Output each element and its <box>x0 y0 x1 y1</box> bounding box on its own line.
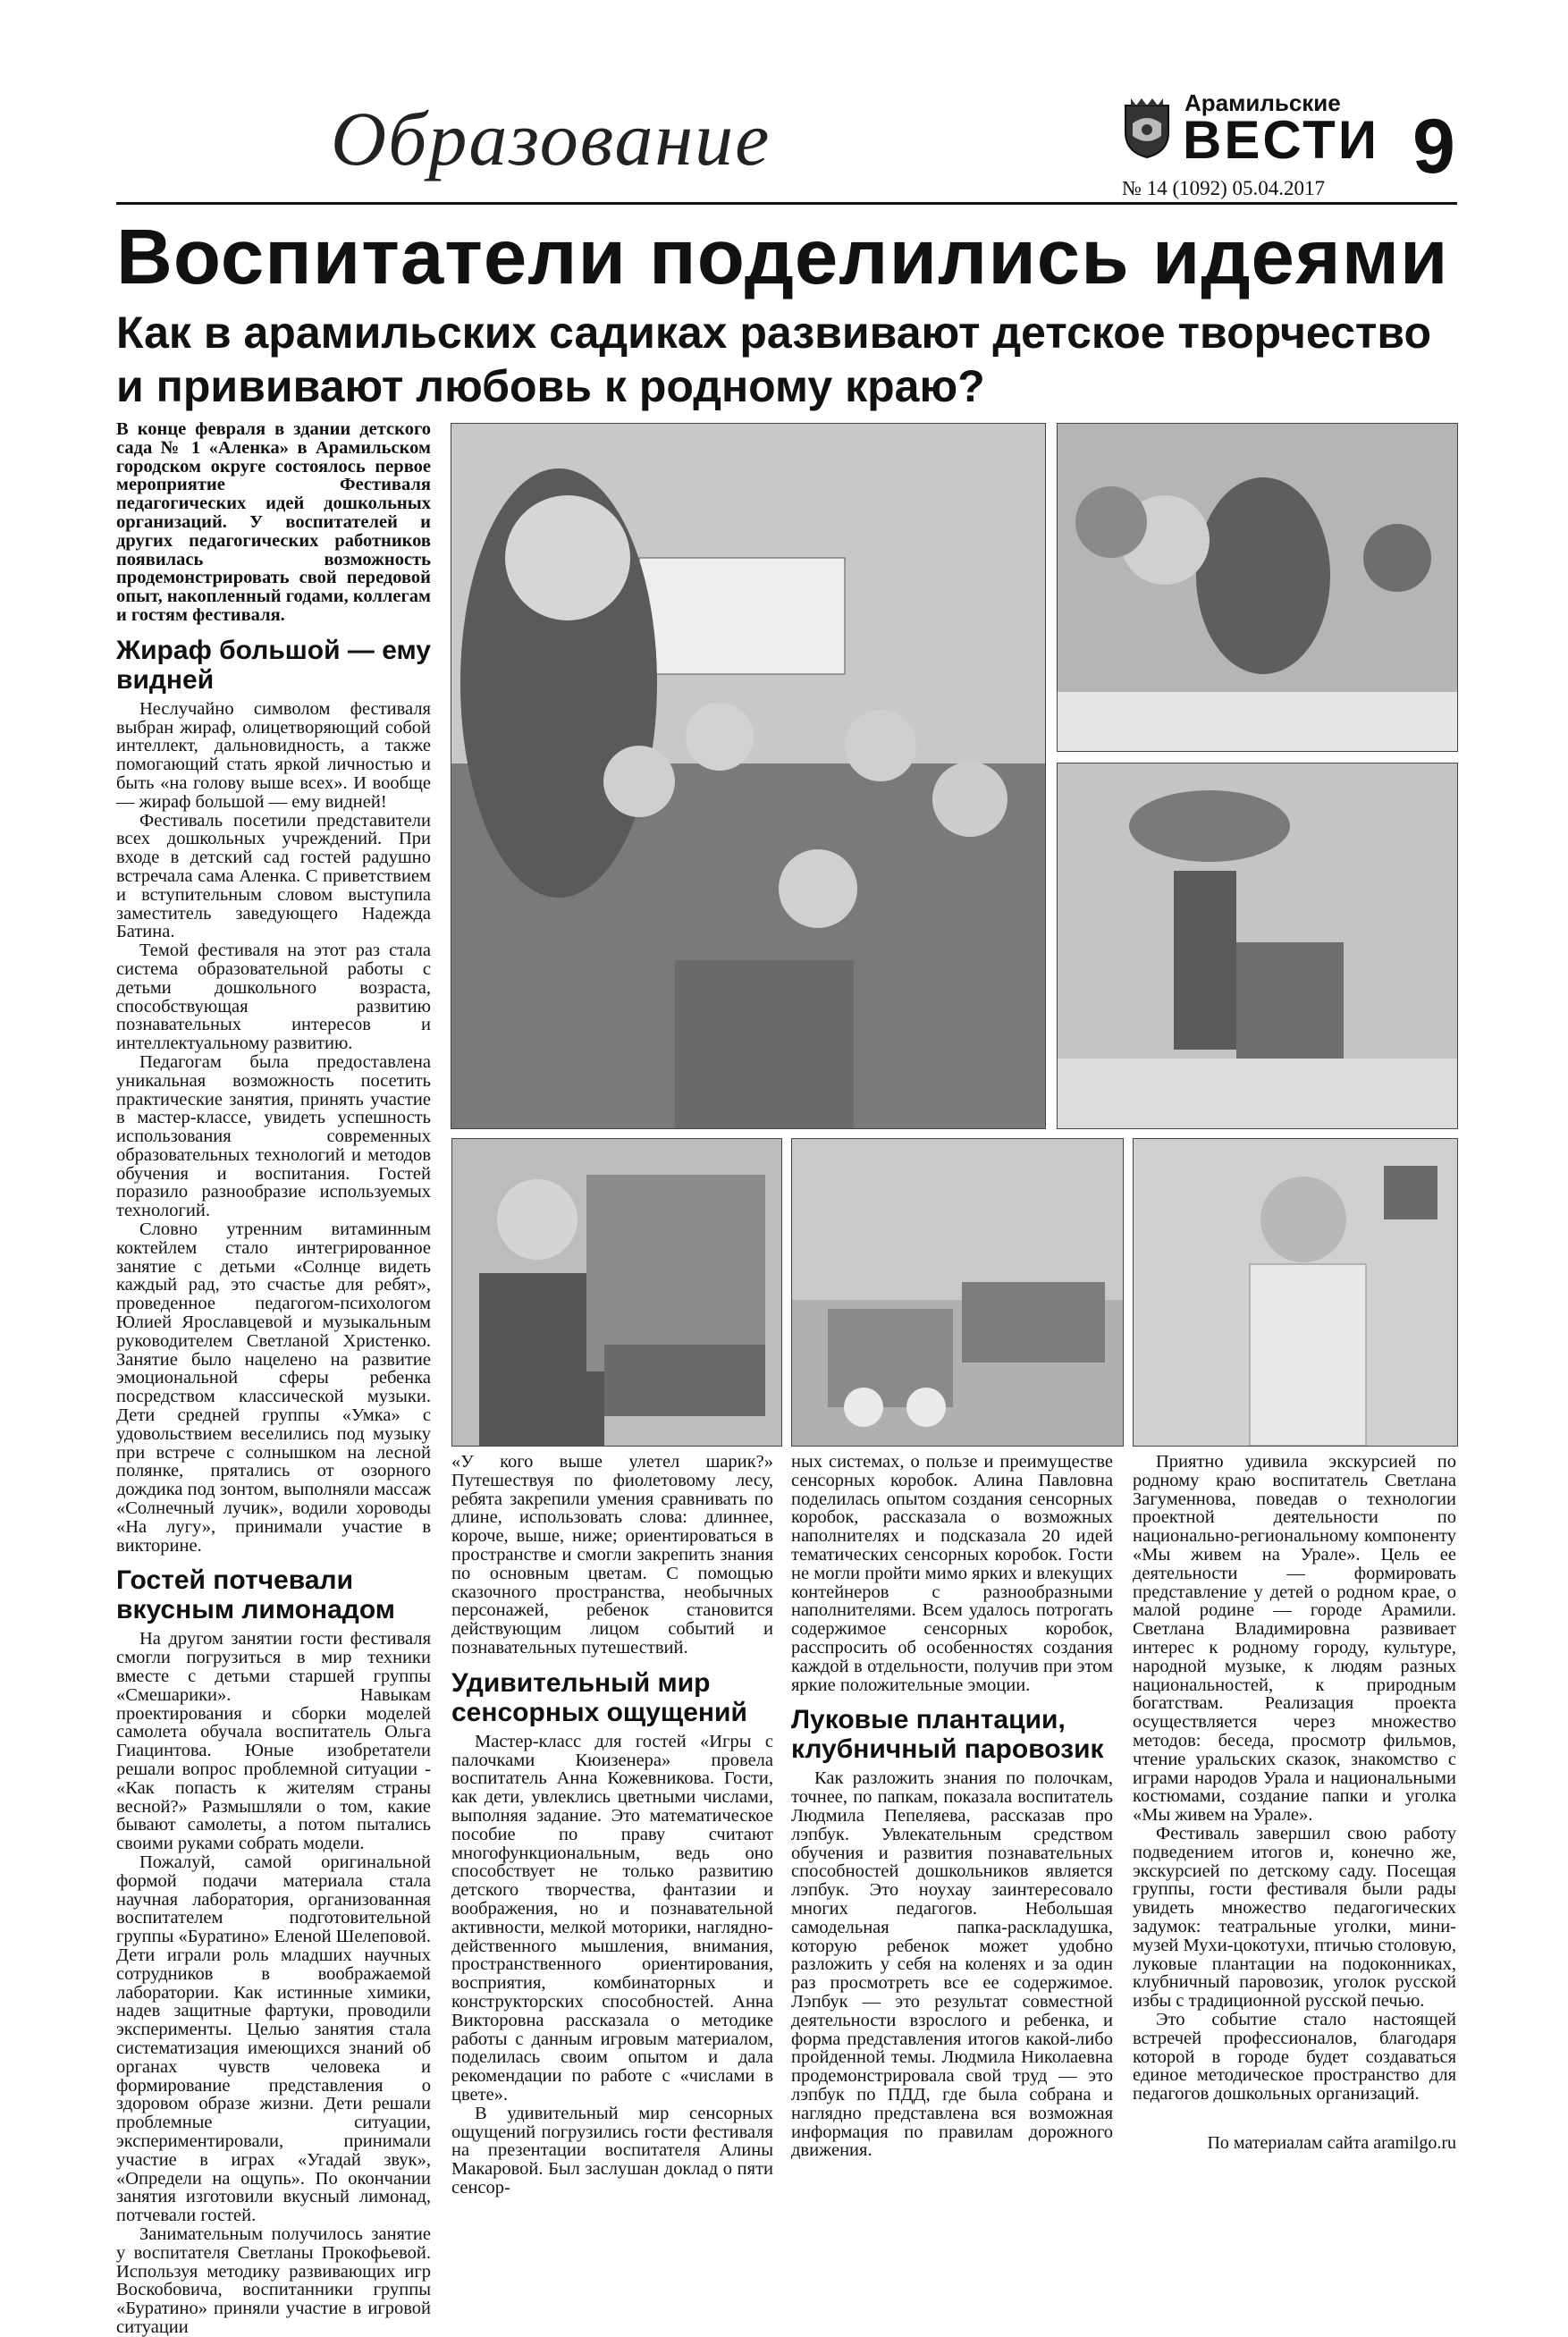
coat-of-arms-icon <box>1122 97 1172 159</box>
photo-umbrella-activity <box>1057 763 1458 1129</box>
paragraph: В удивительный мир сенсорных ощущений погрузились гости фестиваля на презентации воспитателя Алины Макаровой. Был заслушан доклад о пяти сенсор- <box>451 2103 773 2198</box>
logo-word: ВЕСТИ <box>1183 110 1379 170</box>
section-title: Образование <box>331 96 771 181</box>
source-credit: По материалам сайта aramilgo.ru <box>1207 2133 1456 2153</box>
photo-toy-train <box>791 1138 1124 1447</box>
subheading: Удивительный мир сенсорных ощущений <box>451 1667 747 1727</box>
photo-samovar-exhibit <box>1057 423 1458 752</box>
paragraph: Фестиваль завершил свою работу подведением итогов и, конечно же, экскурсией по детскому саду. Посещая группы, гости фестиваля были рады увидеть множество педагогических задумок: театральные уголки, мини-музей Мухи-цокотухи, птичью столовую, луковые плантации на подоконниках, клубничный паровозик, уголок русской избы с традиционной русской печью. <box>1133 1823 1456 2012</box>
headline: Воспитатели поделились идеями <box>116 214 1449 300</box>
paragraph: Педагогам была предоставлена уникальная возможность посетить практические занятия, принять участие в мастер-классе, увидеть успешность использования современных образовательных технологий и методов обучения и воспитания. Гостей поразило разнообразие используемых технологий. <box>116 1051 431 1221</box>
page-number: 9 <box>1412 104 1455 190</box>
paragraph: Приятно удивила экскурсией по родному краю воспитатель Светлана Загуменнова, поведав о технологии проектной деятельности по национально-региональному компоненту «Мы живем на Урале». Цель ее деятельности — формировать представление у детей о родном крае, о малой родине — городе Арамили. Светлана Владимировна развивает интерес к родному городу, культуре, народной музыке, к людям разных национальностей, к природным богатствам. Реализация проекта осуществляется через множество методов: беседа, просмотр фильмов, чтение уральских сказок, знакомство с играми народов Урала и национальными костюмами, создание папки и уголка «Мы живем на Урале». <box>1133 1452 1456 1826</box>
paragraph: «У кого выше улетел шарик?» Путешествуя по фиолетовому лесу, ребята закрепили умения сравнивать по длине, использовать слова: длиннее, короче, выше, ниже; ориентироваться в пространстве и смогли закрепить знания по основным цветам. С помощью сказочного пространства, необычных персонажей, ребенок становится действующим лицом событий и познавательных путешествий. <box>451 1452 773 1658</box>
issue-number: № 14 (1092) 05.04.2017 <box>1122 177 1326 199</box>
subheading: Жираф большой — ему видней <box>116 635 431 695</box>
text-column-3 <box>791 1453 1113 2160</box>
paragraph: Неслучайно символом фестиваля выбран жираф, олицетворяющий собой интеллект, дальновидность, а также помогающий стать яркой личностью и быть «на голову выше всех». И вообще — жираф большой — ему видней! <box>116 698 431 812</box>
paragraph: Темой фестиваля на этот раз стала система образовательной работы с детьми дошкольного возраста, способствующая развитию познавательных интересов и интеллектуальному развитию. <box>116 941 431 1054</box>
text-column-2 <box>451 1453 773 2198</box>
logo-city: Арамильские <box>1184 89 1341 116</box>
photo-teacher-with-board <box>451 1138 782 1447</box>
paragraph: ных системах, о пользе и преимуществе сенсорных коробок. Алина Павловна поделилась опытом создания сенсорных коробок, рассказала о возможных наполнителях и подсказала 20 идей тематических сенсорных коробок. Гости не могли пройти мимо ярких и влекущих контейнеров с разнообразными наполнителями. Всем удалось потрогать содержимое сенсорных коробок, расспросить об особенностях создания каждой в отдельности, получив при этом яркие положительные эмоции. <box>791 1452 1113 1695</box>
photo-teacher-with-children <box>451 423 1046 1129</box>
paragraph: На другом занятии гости фестиваля смогли погрузиться в мир техники вместе с детьми старшей группы «Смешарики». Навыкам проектирования и сборки моделей самолета обучала воспитатель Ольга Гиацинтова. Юные изобретатели решали вопрос проблемной ситуации - «Как попасть к жителям страны весной?» Размышляли о том, какие бывают самолеты, а потом пытались своими руками собрать модели. <box>116 1629 431 1854</box>
paragraph: Пожалуй, самой оригинальной формой подачи материала стала научная лаборатория, организованная воспитателем подготовительной группы «Буратино» Еленой Шелеповой. Дети играли роль младших научных сотрудников в воображаемой лаборатории. Как истинные химики, надев защитные фартуки, проводили эксперименты. Целью занятия стала систематизация имеющихся знаний об органах чувств человека и формирование представления о здоровом образе жизни. Дети решали проблемные ситуации, экспериментировали, принимали участие в играх «Угадай звук», «Определи на ощупь». По окончании занятия изготовили вкусный лимонад, потчевали гостей. <box>116 1852 431 2226</box>
paragraph: Словно утренним витаминным коктейлем стало интегрированное занятие с детьми «Солнце видеть каждый рад, это счастье для ребят», проведенное педагогом-психологом Юлией Ярославцевой и музыкальным руководителем Светланой Христенко. Занятие было нацелено на развитие эмоциональной сферы ребенка посредством классической музыки. Дети средней группы «Умка» с удовольствием веселились под музыку при встрече с солнышком на лесной полянке, прятались от озорного дождика под зонтом, выполняли массаж «Солнечный лучик», водили хороводы «На лугу», принимали участие в викторине. <box>116 1219 431 1556</box>
paragraph: Занимательным получилось занятие у воспитателя Светланы Прокофьевой. Используя методику развивающих игр Воскобовича, воспитанники группы «Буратино» приняли участие в игровой ситуации <box>116 2223 431 2337</box>
photo-woman-in-costume <box>1133 1138 1458 1447</box>
paragraph: Мастер-класс для гостей «Игры с палочками Кюизенера» провела воспитатель Анна Кожевникова. Гости, как дети, увлеклись цветными числами, выполняя задание. Это математическое пособие по праву считают многофункциональным, ведь оно способствует не только развитию детского творчества, фантазии и воображения, но и познавательной активности, мелкой моторики, наглядно-действенного мышления, внимания, пространственного ориентирования, восприятия, комбинаторных и конструкторских способностей. Анна Викторовна рассказала о методике работы с данным игровым материалом, поделилась своим опытом и дала рекомендации по работе с «числами в цвете». <box>451 1731 773 2105</box>
text-column-1 <box>116 420 431 2337</box>
subheading: Гостей потчевали вкусным лимонадом <box>116 1565 395 1625</box>
newspaper-logo <box>1122 89 1379 174</box>
paragraph: Как разложить знания по полочкам, точнее, по папкам, показала воспитатель Людмила Пепеляева, рассказав про лэпбук. Увлекательным средством обучения и развития познавательных способностей дошкольников является лэпбук. Это ноухау заинтересовало многих педагогов. Небольшая самодельная папка-раскладушка, которую ребенок может удобно разложить у себя на коленях и за один раз просмотреть все ее содержимое. Лэпбук — это результат совместной деятельности взрослого и ребенка, и форма представления итогов какой-либо пройденной темы. Людмила Николаевна продемонстрировала свой труд — это лэпбук по ПДД, где была собрана и наглядно представлена вся возможная информация по правилам дорожного движения. <box>791 1768 1113 2161</box>
lead-paragraph: В конце февраля в здании детского сада № 1 «Аленка» в Арамильском городском округе состоялось первое мероприятие Фестиваля педагогических идей дошкольных организаций. У воспитателей и других педагогических работников появилась возможность продемонстрировать свой передовой опыт, накопленный годами, коллегам и гостям фестиваля. <box>116 419 431 625</box>
header-divider <box>116 202 1457 205</box>
subheadline: Как в арамильских садиках развивают детское творчество и прививают любовь к родному краю? <box>116 308 1431 411</box>
subheading: Луковые плантации, клубничный паровозик <box>791 1705 1104 1765</box>
paragraph: Это событие стало настоящей встречей профессионалов, благодаря которой в городе будет создаваться единое методическое пространство для педагогов дошкольных организаций. <box>1133 2009 1456 2105</box>
paragraph: Фестиваль посетили представители всех дошкольных учреждений. При входе в детский сад гостей радушно встречала сама Аленка. С приветствием и вступительным словом выступила заместитель заведующего Надежда Батина. <box>116 810 431 942</box>
text-column-4 <box>1133 1453 1456 2159</box>
